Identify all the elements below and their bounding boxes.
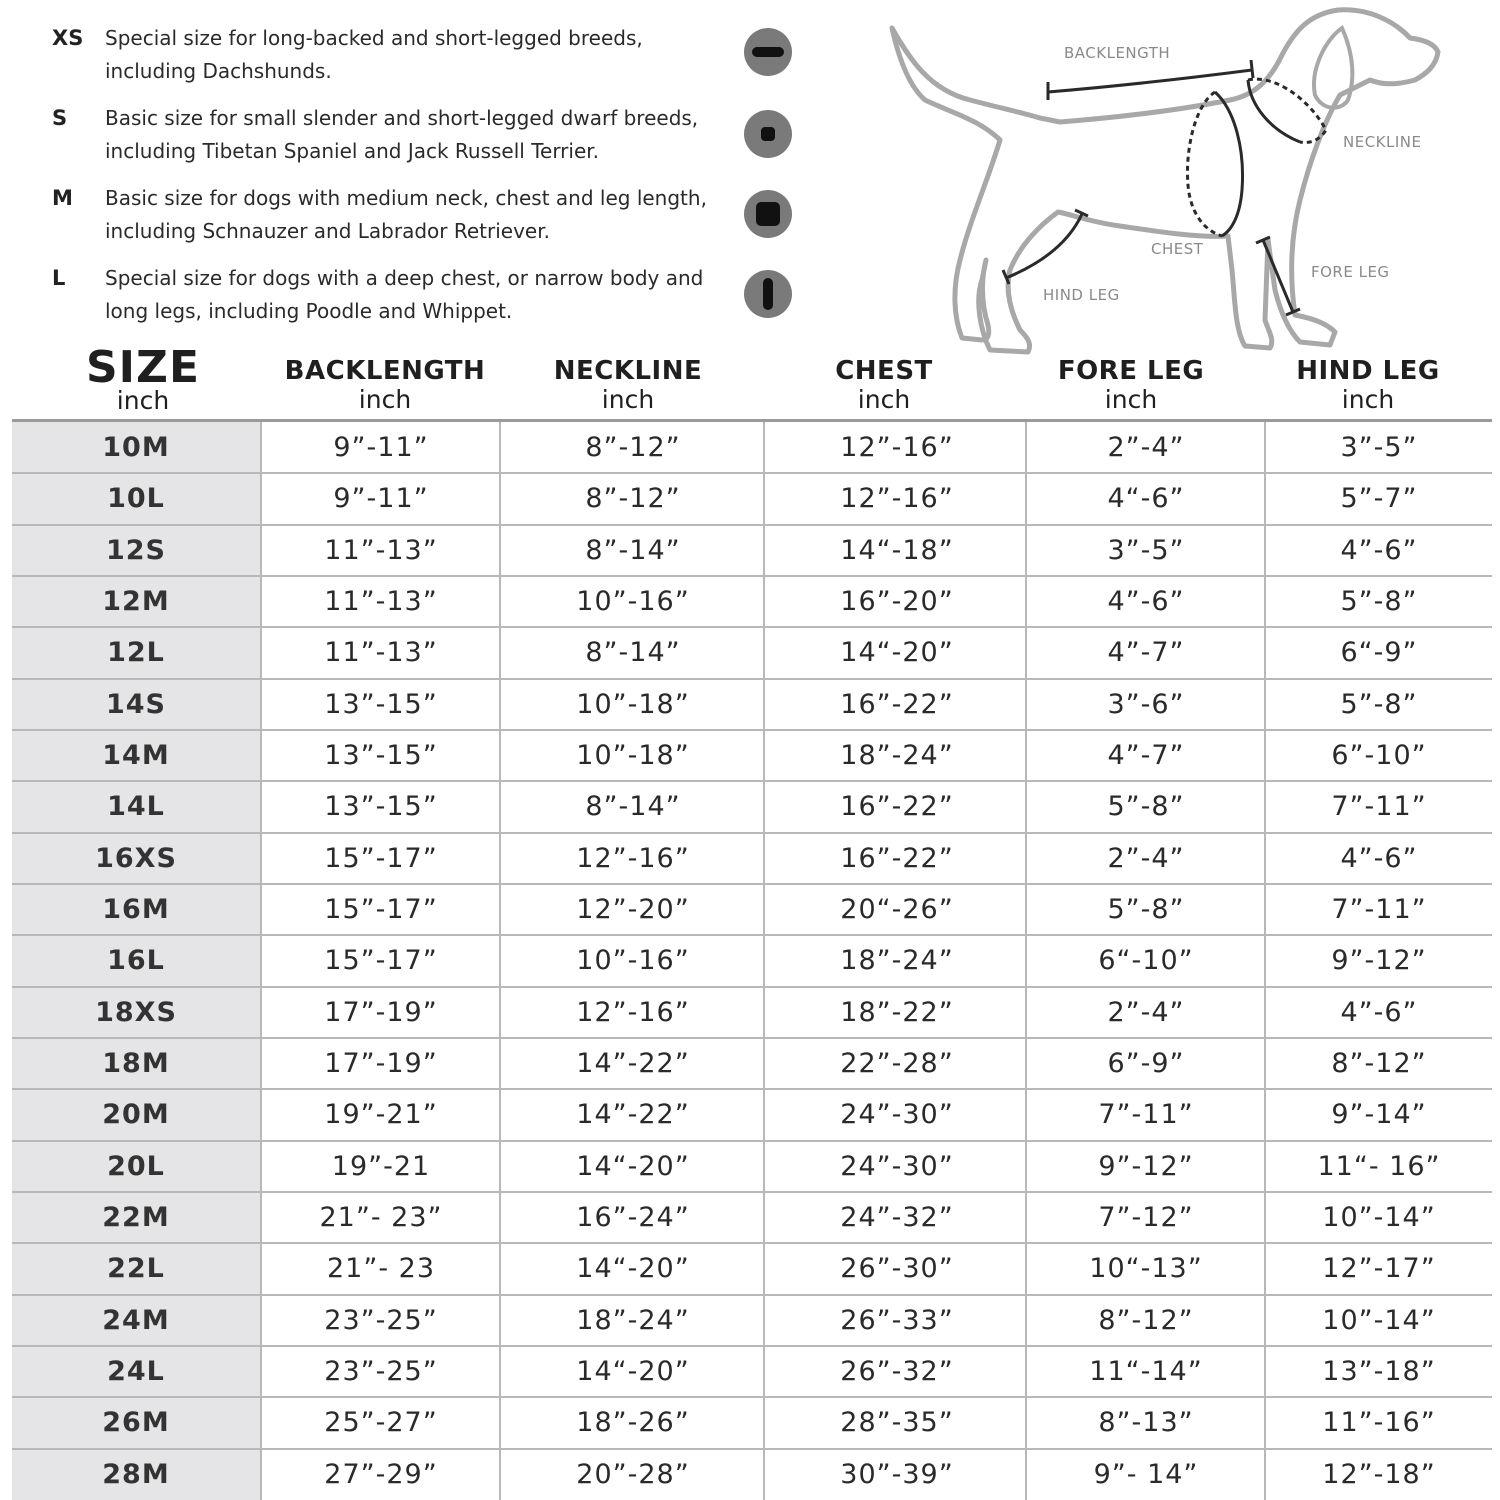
column-header-backlength — [260, 340, 510, 414]
column-header-unit: inch — [116, 386, 170, 415]
cell-neckline: 8”-14” — [585, 534, 681, 566]
column-header-unit: inch — [358, 385, 412, 414]
column-divider — [499, 422, 501, 1500]
cell-neckline: 8”-14” — [585, 791, 681, 823]
cell-neckline: 16”-24” — [576, 1202, 690, 1234]
cell-neckline: 14“-20” — [576, 1356, 690, 1388]
cell-fore-leg: 5”-8” — [1107, 894, 1185, 926]
cell-backlength: 9”-11” — [333, 483, 429, 515]
row-divider — [12, 832, 1492, 834]
cell-size: 12M — [12, 576, 260, 627]
row-divider — [12, 883, 1492, 885]
cell-size: 20M — [12, 1089, 260, 1140]
cell-fore-leg: 2”-4” — [1107, 842, 1185, 874]
cell-size: 12L — [12, 627, 260, 678]
cell-fore-leg: 4“-6” — [1107, 483, 1185, 515]
chest-dashed-line — [1187, 92, 1222, 236]
chest-solid-line — [1215, 92, 1243, 236]
legend-item-m — [52, 182, 812, 252]
table-row — [12, 1346, 1492, 1397]
legend-code: M — [52, 186, 73, 210]
column-divider — [1264, 422, 1266, 1500]
column-header-unit: inch — [601, 385, 655, 414]
column-divider — [1025, 422, 1027, 1500]
column-divider — [260, 422, 262, 1500]
cell-backlength: 19”-21 — [331, 1150, 431, 1182]
cell-size: 14L — [12, 781, 260, 832]
table-row — [12, 1141, 1492, 1192]
cell-backlength: 15”-17” — [324, 842, 438, 874]
table-row — [12, 833, 1492, 884]
row-divider — [12, 472, 1492, 474]
cell-backlength: 11”-13” — [324, 637, 438, 669]
cell-fore-leg: 3”-6” — [1107, 688, 1185, 720]
cell-hind-leg: 11“- 16” — [1317, 1150, 1441, 1182]
cell-chest: 16”-22” — [840, 842, 954, 874]
cell-neckline: 14“-20” — [576, 1253, 690, 1285]
table-row — [12, 1192, 1492, 1243]
cell-chest: 30”-39” — [840, 1458, 954, 1490]
cell-chest: 18”-24” — [840, 945, 954, 977]
cell-fore-leg: 10“-13” — [1089, 1253, 1203, 1285]
cell-backlength: 17”-19” — [324, 996, 438, 1028]
table-row — [12, 935, 1492, 986]
cell-size: 22M — [12, 1192, 260, 1243]
cell-chest: 26”-30” — [840, 1253, 954, 1285]
legend-line: long legs, including Poodle and Whippet. — [105, 299, 513, 323]
cell-neckline: 10”-18” — [576, 740, 690, 772]
legend-item-l — [52, 262, 812, 332]
cell-size: 10M — [12, 422, 260, 473]
cell-neckline: 18”-24” — [576, 1304, 690, 1336]
cell-chest: 16”-22” — [840, 791, 954, 823]
cell-backlength: 21”- 23” — [319, 1202, 443, 1234]
cell-size: 16M — [12, 884, 260, 935]
cell-neckline: 18”-26” — [576, 1407, 690, 1439]
cell-fore-leg: 4”-7” — [1107, 637, 1185, 669]
legend-item-xs — [52, 22, 812, 92]
cell-neckline: 14”-22” — [576, 1099, 690, 1131]
column-header-unit: inch — [857, 385, 911, 414]
cell-neckline: 8”-12” — [585, 483, 681, 515]
cell-neckline: 8”-12” — [585, 432, 681, 464]
legend-description — [105, 182, 745, 248]
cell-hind-leg: 10”-14” — [1322, 1202, 1436, 1234]
column-header-unit: inch — [1341, 385, 1395, 414]
column-header-hind-leg — [1252, 340, 1484, 414]
cell-backlength: 23”-25” — [324, 1304, 438, 1336]
cell-size: 26M — [12, 1397, 260, 1448]
dog-illustration — [870, 0, 1470, 360]
table-row — [12, 1038, 1492, 1089]
cell-hind-leg: 8”-12” — [1331, 1048, 1427, 1080]
cell-chest: 22”-28” — [840, 1048, 954, 1080]
table-row — [12, 1397, 1492, 1448]
size-table-body — [12, 422, 1492, 1500]
table-row — [12, 730, 1492, 781]
cell-chest: 18”-24” — [840, 740, 954, 772]
table-row — [12, 884, 1492, 935]
row-divider — [12, 1088, 1492, 1090]
square-icon — [744, 190, 792, 238]
cell-backlength: 15”-17” — [324, 894, 438, 926]
backlength-measure-line — [1048, 70, 1252, 92]
cell-hind-leg: 9”-12” — [1331, 945, 1427, 977]
legend-item-s — [52, 102, 812, 172]
cell-chest: 16”-22” — [840, 688, 954, 720]
size-table-header — [12, 340, 1492, 422]
cell-hind-leg: 4”-6” — [1340, 996, 1418, 1028]
table-row — [12, 1089, 1492, 1140]
table-row — [12, 781, 1492, 832]
cell-hind-leg: 4”-6” — [1340, 842, 1418, 874]
legend-description — [105, 262, 745, 328]
legend-code: L — [52, 266, 66, 290]
column-header-title: HIND LEG — [1296, 356, 1440, 386]
cell-fore-leg: 5”-8” — [1107, 791, 1185, 823]
cell-hind-leg: 7”-11” — [1331, 791, 1427, 823]
row-divider — [12, 986, 1492, 988]
cell-hind-leg: 11”-16” — [1322, 1407, 1436, 1439]
row-divider — [12, 1294, 1492, 1296]
cell-size: 18M — [12, 1038, 260, 1089]
row-divider — [12, 1448, 1492, 1450]
row-divider — [12, 934, 1492, 936]
cell-fore-leg: 11“-14” — [1089, 1356, 1203, 1388]
legend-code: S — [52, 106, 68, 130]
neckline-label: NECKLINE — [1343, 133, 1422, 151]
cell-backlength: 23”-25” — [324, 1356, 438, 1388]
cell-backlength: 25”-27” — [324, 1407, 438, 1439]
legend-line: Basic size for dogs with medium neck, chest and leg length, — [105, 186, 707, 210]
cell-chest: 16”-20” — [840, 586, 954, 618]
cell-backlength: 13”-15” — [324, 791, 438, 823]
cell-fore-leg: 9”- 14” — [1093, 1458, 1199, 1490]
cell-backlength: 13”-15” — [324, 688, 438, 720]
cell-hind-leg: 3”-5” — [1340, 432, 1418, 464]
row-divider — [12, 729, 1492, 731]
cell-size: 18XS — [12, 987, 260, 1038]
table-row — [12, 987, 1492, 1038]
cell-neckline: 14”-22” — [576, 1048, 690, 1080]
cell-hind-leg: 5”-8” — [1340, 688, 1418, 720]
column-header-chest — [762, 340, 1006, 414]
column-header-title: SIZE — [85, 342, 201, 393]
cell-chest: 24”-30” — [840, 1099, 954, 1131]
cell-fore-leg: 4”-7” — [1107, 740, 1185, 772]
fore-leg-label: FORE LEG — [1311, 263, 1390, 281]
table-row — [12, 525, 1492, 576]
table-row — [12, 576, 1492, 627]
cell-chest: 28”-35” — [840, 1407, 954, 1439]
legend-line: Special size for long-backed and short-legged breeds, — [105, 26, 643, 50]
cell-fore-leg: 7”-12” — [1098, 1202, 1194, 1234]
column-header-title: BACKLENGTH — [284, 356, 486, 386]
cell-backlength: 15”-17” — [324, 945, 438, 977]
cell-backlength: 19”-21” — [324, 1099, 438, 1131]
row-divider — [12, 678, 1492, 680]
row-divider — [12, 524, 1492, 526]
cell-chest: 20“-26” — [840, 894, 954, 926]
cell-neckline: 12”-20” — [576, 894, 690, 926]
table-row — [12, 1295, 1492, 1346]
cell-size: 24M — [12, 1295, 260, 1346]
row-divider — [12, 1191, 1492, 1193]
cell-hind-leg: 4”-6” — [1340, 534, 1418, 566]
legend-line: including Tibetan Spaniel and Jack Russell Terrier. — [105, 139, 600, 163]
cell-size: 22L — [12, 1243, 260, 1294]
cell-hind-leg: 5”-8” — [1340, 586, 1418, 618]
cell-backlength: 9”-11” — [333, 432, 429, 464]
cell-chest: 18”-22” — [840, 996, 954, 1028]
cell-fore-leg: 4”-6” — [1107, 586, 1185, 618]
table-row — [12, 627, 1492, 678]
cell-size: 16L — [12, 935, 260, 986]
cell-chest: 12”-16” — [840, 432, 954, 464]
cell-chest: 24”-32” — [840, 1202, 954, 1234]
legend-line: Special size for dogs with a deep chest, or narrow body and — [105, 266, 704, 290]
small-square-icon — [744, 110, 792, 158]
table-row — [12, 422, 1492, 473]
cell-neckline: 10”-16” — [576, 945, 690, 977]
backlength-label: BACKLENGTH — [1064, 44, 1171, 62]
cell-neckline: 14“-20” — [576, 1150, 690, 1182]
column-header-unit: inch — [1104, 385, 1158, 414]
legend-line: Basic size for small slender and short-legged dwarf breeds, — [105, 106, 699, 130]
cell-chest: 26”-33” — [840, 1304, 954, 1336]
dog-ear-outline — [1314, 28, 1352, 108]
cell-hind-leg: 6“-9” — [1340, 637, 1418, 669]
row-divider — [12, 780, 1492, 782]
vertical-bar-icon — [744, 270, 792, 318]
column-header-title: CHEST — [835, 356, 933, 386]
column-header-title: FORE LEG — [1057, 356, 1205, 386]
row-divider — [12, 575, 1492, 577]
cell-size: 16XS — [12, 833, 260, 884]
cell-backlength: 11”-13” — [324, 534, 438, 566]
cell-size: 14S — [12, 679, 260, 730]
cell-hind-leg: 6”-10” — [1331, 740, 1427, 772]
cell-hind-leg: 13”-18” — [1322, 1356, 1436, 1388]
row-divider — [12, 1037, 1492, 1039]
cell-hind-leg: 12”-17” — [1322, 1253, 1436, 1285]
cell-chest: 26”-32” — [840, 1356, 954, 1388]
cell-backlength: 11”-13” — [324, 586, 438, 618]
cell-size: 24L — [12, 1346, 260, 1397]
cell-fore-leg: 3”-5” — [1107, 534, 1185, 566]
cell-fore-leg: 6“-10” — [1098, 945, 1194, 977]
cell-neckline: 10”-18” — [576, 688, 690, 720]
cell-fore-leg: 2”-4” — [1107, 432, 1185, 464]
cell-fore-leg: 2”-4” — [1107, 996, 1185, 1028]
cell-chest: 12”-16” — [840, 483, 954, 515]
cell-hind-leg: 10”-14” — [1322, 1304, 1436, 1336]
column-divider — [763, 422, 765, 1500]
column-header-fore-leg — [1012, 340, 1250, 414]
cell-fore-leg: 7”-11” — [1098, 1099, 1194, 1131]
cell-neckline: 8”-14” — [585, 637, 681, 669]
cell-fore-leg: 9”-12” — [1098, 1150, 1194, 1182]
table-row — [12, 1449, 1492, 1500]
hind-leg-label: HIND LEG — [1043, 286, 1120, 304]
cell-hind-leg: 7”-11” — [1331, 894, 1427, 926]
horizontal-bar-icon — [744, 28, 792, 76]
row-divider — [12, 626, 1492, 628]
cell-size: 12S — [12, 525, 260, 576]
cell-hind-leg: 9”-14” — [1331, 1099, 1427, 1131]
legend-description — [105, 102, 745, 168]
cell-chest: 14“-18” — [840, 534, 954, 566]
cell-backlength: 27”-29” — [324, 1458, 438, 1490]
legend-line: including Schnauzer and Labrador Retriever. — [105, 219, 550, 243]
chest-label: CHEST — [1151, 240, 1204, 258]
cell-fore-leg: 6”-9” — [1107, 1048, 1185, 1080]
legend-description — [105, 22, 745, 88]
cell-size: 10L — [12, 473, 260, 524]
cell-size: 28M — [12, 1449, 260, 1500]
cell-chest: 14“-20” — [840, 637, 954, 669]
cell-size: 20L — [12, 1141, 260, 1192]
legend-code: XS — [52, 26, 84, 50]
cell-hind-leg: 12”-18” — [1322, 1458, 1436, 1490]
table-row — [12, 1243, 1492, 1294]
cell-size: 14M — [12, 730, 260, 781]
row-divider — [12, 1396, 1492, 1398]
cell-neckline: 10”-16” — [576, 586, 690, 618]
column-header-neckline — [500, 340, 756, 414]
cell-neckline: 12”-16” — [576, 996, 690, 1028]
dog-measurement-diagram — [870, 0, 1470, 360]
row-divider — [12, 1242, 1492, 1244]
cell-chest: 24”-30” — [840, 1150, 954, 1182]
legend-line: including Dachshunds. — [105, 59, 332, 83]
cell-fore-leg: 8”-13” — [1098, 1407, 1194, 1439]
cell-backlength: 17”-19” — [324, 1048, 438, 1080]
column-header-size — [12, 340, 274, 415]
cell-fore-leg: 8”-12” — [1098, 1304, 1194, 1336]
cell-neckline: 12”-16” — [576, 842, 690, 874]
cell-backlength: 13”-15” — [324, 740, 438, 772]
row-divider — [12, 1140, 1492, 1142]
cell-neckline: 20”-28” — [576, 1458, 690, 1490]
row-divider — [12, 1345, 1492, 1347]
cell-hind-leg: 5”-7” — [1340, 483, 1418, 515]
cell-backlength: 21”- 23 — [326, 1253, 436, 1285]
table-row — [12, 679, 1492, 730]
column-header-title: NECKLINE — [553, 356, 703, 386]
table-row — [12, 473, 1492, 524]
